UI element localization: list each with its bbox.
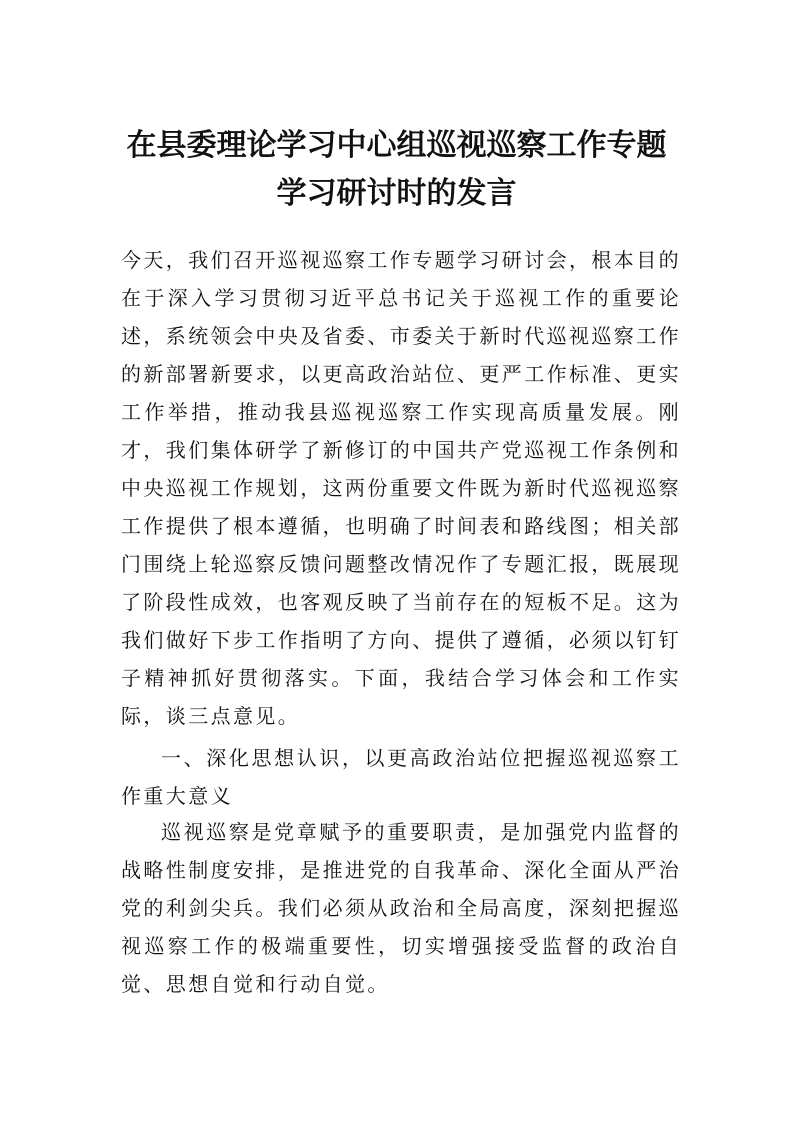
document-title-line-2: 学习研讨时的发言 [276,176,517,211]
document-title-line-1: 在县委理论学习中心组巡视巡察工作专题 [126,128,667,163]
intro-paragraph: 今天，我们召开巡视巡察工作专题学习研讨会，根本目的在于深入学习贯彻习近平总书记关于巡视工作的重要论述，系统领会中央及省委、市委关于新时代巡视巡察工作的新部署新要求，以更高政治站位、更严工作标准、更实工作举措，推动我县巡视巡察工作实现高质量发展。刚才，我们集体研学了新修订的中国共产党巡视工作条例和中央巡视工作规划，这两份重要文件既为新时代巡视巡察工作提供了根本遵循，也明确了时间表和路线图；相关部门围绕上轮巡察反馈问题整改情况作了专题汇报，既展现了阶段性成效，也客观反映了当前存在的短板不足。这为我们做好下步工作指明了方向、提供了遵循，必须以钉钉子精神抓好贯彻落实。下面，我结合学习体会和工作实际，谈三点意见。 [121,248,681,728]
section-1-paragraph: 巡视巡察是党章赋予的重要职责，是加强党内监督的战略性制度安排，是推进党的自我革命、深化全面从严治党的利剑尖兵。我们必须从政治和全局高度，深刻把握巡视巡察工作的极端重要性，切实增强接受监督的政治自觉、思想自觉和行动自觉。 [121,820,681,996]
section-heading-1: 一、深化思想认识，以更高政治站位把握巡视巡察工作重大意义 [121,746,681,808]
